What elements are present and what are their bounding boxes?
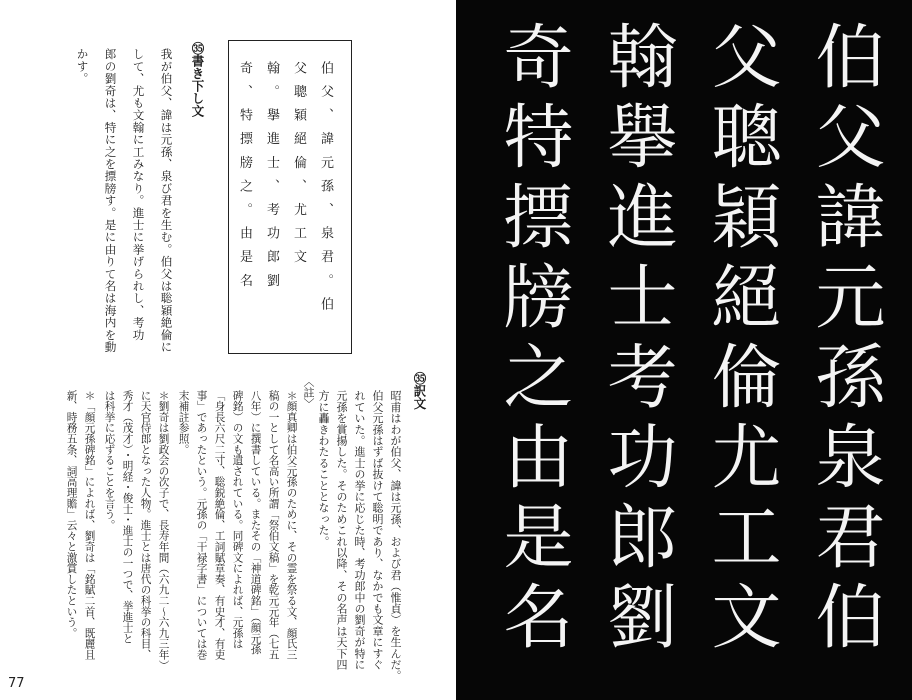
page-number: 77 xyxy=(8,676,25,691)
note-column: 秀才（茂才）・明経・俊士・進士の一つで、挙進士と xyxy=(121,390,134,644)
original-column: 翰。擧進士、考功郎劉 xyxy=(264,61,279,297)
note-column: 「身長六尺二寸、聡鋭絶倫、工詞賦章奏、有史才、有吏 xyxy=(213,390,226,660)
kakikudashi-column: かす。 xyxy=(75,48,90,85)
note-column: ＊劉奇は劉政会の次子で、長寿年間（六九二〜六九三年） xyxy=(157,390,170,671)
kakikudashi-column: 郎の劉奇は、特に之を摽牓す。是に由りて名は海内を動 xyxy=(103,48,118,353)
translation-column: 伯父元孫はずば抜けて聡明であり、なかでも文章にすぐ xyxy=(371,390,384,670)
note-column: 新、時務五条、詞高理贍」云々と激賞したという。 xyxy=(65,390,78,639)
note-column: ＊「顔元孫碑銘」によれば、劉奇は「銘賦二首、既麗且 xyxy=(83,390,96,660)
translation-column: 方に轟きわたることとなった。 xyxy=(317,390,330,547)
kakikudashi-column: して、尤も文翰に工みなり。進士に挙げられし、考功 xyxy=(131,48,146,341)
calligraphy-column: 父聰穎絕倫尤工文 xyxy=(700,20,782,660)
note-column: は科挙に応ずることを言う。 xyxy=(103,390,116,531)
calligraphy-column: 奇特摽牓之由是名 xyxy=(492,20,574,660)
original-text-box xyxy=(228,40,352,354)
translation-column: 元孫を賞揚した。そのためこれ以降、その名声は天下四 xyxy=(335,390,348,670)
note-column: 末補註参照。 xyxy=(177,390,190,455)
note-column: に天官侍郎となった人物。進士とは唐代の科挙の科目、 xyxy=(139,390,152,660)
note-column: 稿の一として名高い所謂「祭伯文稿」を乾元元年（七五 xyxy=(267,390,280,660)
note-column: 碑銘）の文も遺されている。同碑文によれば、元孫は xyxy=(231,390,244,650)
original-column: 伯父、諱元孫、泉君。伯 xyxy=(318,61,333,321)
calligraphy-column: 翰擧進士考功郎劉 xyxy=(596,20,678,660)
note-column: 事」であったという。元孫の「干禄字書」については巻 xyxy=(195,390,208,660)
calligraphy-column: 伯父諱元孫泉君伯 xyxy=(804,20,886,660)
translation-column: れていた。進士の挙に応じた時、考功郎中の劉奇が特に xyxy=(353,390,366,670)
original-column: 父聰穎絕倫、尤工文 xyxy=(291,61,306,274)
notes-heading: 〈註〉 xyxy=(302,376,315,409)
kakikudashi-column: 我が伯父、諱は元孫、泉び君を生む。伯父は聡穎絶倫に xyxy=(159,48,174,353)
original-column: 奇、特摽牓之。由是名 xyxy=(237,61,252,297)
calligraphy-page xyxy=(456,0,912,700)
note-column: ＊顔真卿は伯父元孫のために、その霊を祭る文、顔氏三 xyxy=(285,390,298,660)
translation-heading: ㉟訳文 xyxy=(412,372,427,410)
kakikudashi-heading: ㉟書き下し文 xyxy=(190,42,205,117)
note-column: 八年）に撰書している。またその「神道碑銘」（顔元孫 xyxy=(249,390,262,655)
translation-column: 昭甫はわが伯父、諱は元孫、および君（惟貞）を生んだ。 xyxy=(389,390,402,682)
